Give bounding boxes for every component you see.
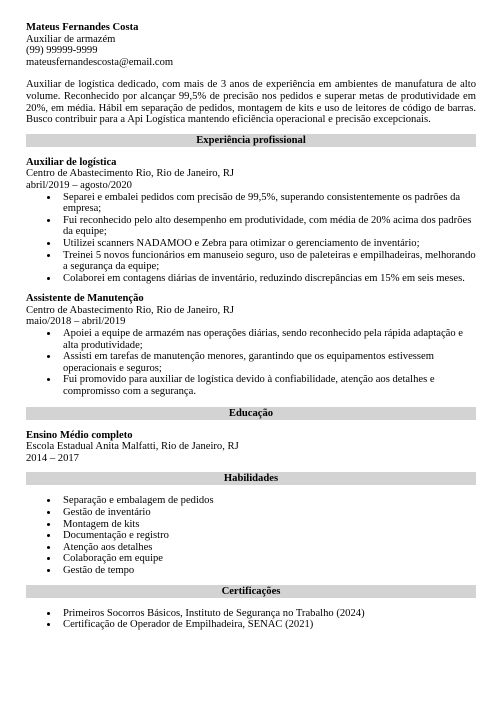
job-bullet: • Assisti em tarefas de manutenção menores, garantindo que os equipamentos estivessem operacionais e seguros; xyxy=(59,351,476,374)
job-bullet: • Fui reconhecido pelo alto desempenho em produtividade, com média de 20% acima dos padrões da equipe; xyxy=(59,215,476,238)
section-header-experience: Experiência profissional xyxy=(26,134,476,147)
section-header-certifications: Certificações xyxy=(26,585,476,598)
job-bullet: • Fui promovido para auxiliar de logística devido à confiabilidade, atenção aos detalhes e compromisso com a segurança. xyxy=(59,374,476,397)
job-bullet: • Separei e embalei pedidos com precisão de 99,5%, superando consistentemente os padrões da empresa; xyxy=(59,192,476,215)
skill-item: • Colaboração em equipe xyxy=(59,553,476,565)
candidate-role: Auxiliar de armazém xyxy=(26,33,116,45)
education-dates: 2014 – 2017 xyxy=(26,452,79,464)
job-bullets xyxy=(26,192,476,285)
job-bullet: • Treinei 5 novos funcionários em manuseio seguro, uso de paleteiras e empilhadeiras, melhorando a segurança da equipe; xyxy=(59,250,476,273)
section-header-skills: Habilidades xyxy=(26,472,476,485)
skill-item: • Gestão de inventário xyxy=(59,507,476,519)
candidate-name: Mateus Fernandes Costa xyxy=(26,22,139,33)
skill-item: • Gestão de tempo xyxy=(59,565,476,577)
contact-block xyxy=(26,22,476,68)
skill-item: • Atenção aos detalhes xyxy=(59,542,476,554)
job-title: Assistente de Manutenção xyxy=(26,293,144,305)
skills-list xyxy=(26,495,476,576)
job-bullets xyxy=(26,328,476,398)
professional-summary: Auxiliar de logística dedicado, com mais de 3 anos de experiência em ambientes de manufatura de alto volume. Reconhecido por alcançar 99,5% de precisão nos pedidos e superar metas de produtividade em 20%, em média. Hábil em separação de pedidos, montagem de kits e uso de leitores de código de barras. Busco contribuir para a Api Logística mantendo eficiência operacional e precisão excepcionais. xyxy=(26,79,476,126)
education-school: Escola Estadual Anita Malfatti, Rio de Janeiro, RJ xyxy=(26,441,239,453)
job-dates: abril/2019 – agosto/2020 xyxy=(26,179,132,191)
skill-item: • Separação e embalagem de pedidos xyxy=(59,495,476,507)
certification-item: • Primeiros Socorros Básicos, Instituto de Segurança no Trabalho (2024) xyxy=(59,608,476,620)
education-title: Ensino Médio completo xyxy=(26,429,133,441)
candidate-email: mateusfernandescosta@email.com xyxy=(26,56,174,68)
skill-item: • Montagem de kits xyxy=(59,519,476,531)
job-company: Centro de Abastecimento Rio, Rio de Janeiro, RJ xyxy=(26,304,235,316)
skill-item: • Documentação e registro xyxy=(59,530,476,542)
section-header-education: Educação xyxy=(26,407,476,420)
job-entry xyxy=(26,157,476,285)
job-entry xyxy=(26,293,476,397)
certifications-list xyxy=(26,608,476,631)
certification-item: • Certificação de Operador de Empilhadeira, SENAC (2021) xyxy=(59,619,476,631)
job-title: Auxiliar de logística xyxy=(26,156,117,168)
job-bullet: • Colaborei em contagens diárias de inventário, reduzindo discrepâncias em 15% em seis meses. xyxy=(59,273,476,285)
job-dates: maio/2018 – abril/2019 xyxy=(26,316,126,328)
job-company: Centro de Abastecimento Rio, Rio de Janeiro, RJ xyxy=(26,168,235,180)
job-bullet: • Apoiei a equipe de armazém nas operações diárias, sendo reconhecido pela rápida adaptação e alta produtividade; xyxy=(59,328,476,351)
job-bullet: • Utilizei scanners NADAMOO e Zebra para otimizar o gerenciamento de inventário; xyxy=(59,238,476,250)
candidate-phone: (99) 99999-9999 xyxy=(26,45,98,57)
education-entry xyxy=(26,430,476,465)
